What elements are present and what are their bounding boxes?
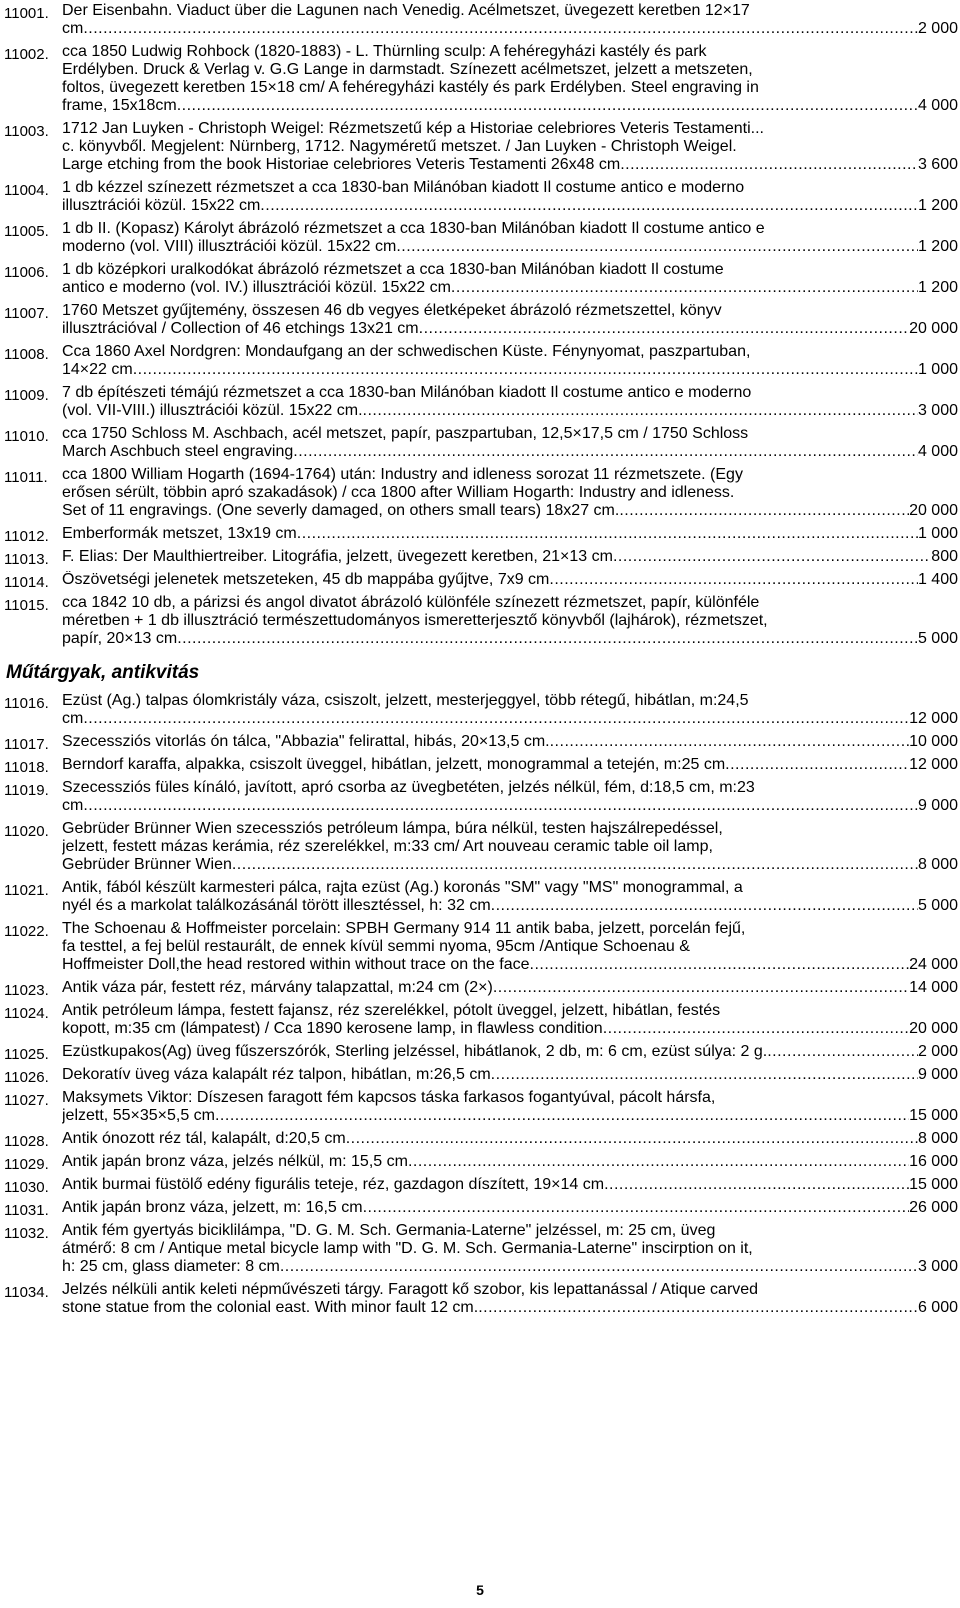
lot-description (62, 594, 958, 648)
dot-leader (408, 1153, 909, 1171)
description-line: illusztrációi közül. 15x22 cm (62, 197, 261, 214)
description-line: Ezüstkupakos(Ag) üveg fűszerszórók, Sterling jelzéssel, hibátlanok, 2 db, m: 6 cm, ezüst súlya: 2 g. (62, 1043, 768, 1060)
lot-price: 6 000 (917, 1299, 958, 1316)
lot-price: 8 000 (917, 856, 958, 873)
lot-entry (0, 120, 960, 174)
lot-price: 15 000 (909, 1176, 958, 1193)
dot-leader (767, 1043, 918, 1061)
description-line-with-price (62, 1107, 958, 1125)
description-line-with-price (62, 502, 958, 520)
lot-number: 11008. (4, 346, 49, 363)
lot-price: 800 (931, 548, 958, 565)
lot-price: 1 200 (917, 197, 958, 214)
description-line: The Schoenau & Hoffmeister porcelain: SPBH Germany 914 11 antik baba, jelzett, porcelán fejű, (62, 920, 746, 937)
lot-number: 11002. (4, 46, 49, 63)
dot-leader (478, 1299, 918, 1317)
lot-price: 1 000 (917, 361, 958, 378)
lot-description (62, 220, 958, 256)
lot-entry (0, 920, 960, 974)
lot-entry (0, 733, 960, 751)
description-line: Antik japán bronz váza, jelzett, m: 16,5 cm (62, 1199, 363, 1216)
lot-entry (0, 571, 960, 589)
dot-leader (346, 1130, 918, 1148)
description-line: Set of 11 engravings. (One severly damaged, on others small tears) 18x27 cm. (62, 502, 620, 519)
description-line: cca 1750 Schloss M. Aschbach, acél metszet, papír, paszpartuban, 12,5×17,5 cm / 1750 Schloss (62, 425, 749, 442)
lot-entry (0, 220, 960, 256)
description-line-with-price (62, 97, 958, 115)
lot-price: 12 000 (909, 710, 958, 727)
dot-leader (280, 1258, 918, 1276)
description-line-with-price (62, 1258, 958, 1276)
lot-price: 14 000 (909, 979, 958, 996)
lot-entry (0, 979, 960, 997)
description-line: h: 25 cm, glass diameter: 8 cm (62, 1258, 280, 1275)
lot-entry (0, 1043, 960, 1061)
lot-number: 11018. (4, 759, 49, 776)
lot-description (62, 1281, 958, 1317)
lot-number: 11025. (4, 1046, 49, 1063)
lot-entry (0, 2, 960, 38)
description-line: Dekoratív üveg váza kalapált réz talpon, hibátlan, m:26,5 cm (62, 1066, 491, 1083)
lot-number: 11004. (4, 182, 49, 199)
lot-entry (0, 261, 960, 297)
lot-price: 1 000 (917, 525, 958, 542)
lot-number: 11029. (4, 1156, 49, 1173)
lot-description (62, 1153, 958, 1171)
lot-description (62, 920, 958, 974)
lot-number: 11027. (4, 1092, 49, 1109)
description-line-with-price (62, 756, 958, 774)
lot-entry (0, 1281, 960, 1317)
lot-description (62, 692, 958, 728)
dot-leader (549, 571, 918, 589)
lot-price: 9 000 (917, 797, 958, 814)
description-line: jelzett, festett mázas kerámia, réz szerelékkel, m:33 cm/ Art nouveau ceramic table oil lamp, (62, 838, 713, 855)
lot-entry (0, 43, 960, 115)
lot-number: 11013. (4, 551, 49, 568)
lot-entry (0, 756, 960, 774)
description-line: March Aschbuch steel engraving (62, 443, 294, 460)
lot-price: 9 000 (917, 1066, 958, 1083)
description-line: fa testtel, a fej belül restaurált, de ennek kívül semmi nyoma, 95cm /Antique Schoenau & (62, 938, 690, 955)
description-line-with-price (62, 1153, 958, 1171)
dot-leader (260, 197, 918, 215)
lot-price: 12 000 (909, 756, 958, 773)
lot-entry (0, 1002, 960, 1038)
lot-description (62, 525, 958, 543)
description-line: Antik fém gyertyás biciklilámpa, "D. G. M. Sch. Germania-Laterne" jelzéssel, m: 25 cm, üveg (62, 1222, 716, 1239)
lot-entry (0, 1089, 960, 1125)
description-line-with-price (62, 1130, 958, 1148)
description-line: Large etching from the book Historiae celebriores Veteris Testamenti 26x48 cm (62, 156, 621, 173)
dot-leader (613, 548, 931, 566)
lot-number: 11022. (4, 923, 49, 940)
dot-leader (493, 979, 909, 997)
description-line: 1712 Jan Luyken - Christoph Weigel: Rézmetszetű kép a Historiae celebriores Veteris Testamenti... (62, 120, 764, 137)
lot-number: 11032. (4, 1225, 49, 1242)
lot-number: 11007. (4, 305, 49, 322)
lot-price: 20 000 (909, 1020, 958, 1037)
description-line-with-price (62, 1199, 958, 1217)
lot-number: 11009. (4, 387, 49, 404)
description-line: jelzett, 55×35×5,5 cm (62, 1107, 215, 1124)
dot-leader (530, 956, 910, 974)
lot-number: 11015. (4, 597, 49, 614)
page-number: 5 (476, 1582, 484, 1598)
description-line: Szecessziós vitorlás ón tálca, "Abbazia" felirattal, hibás, 20×13,5 cm. (62, 733, 550, 750)
lot-entry (0, 525, 960, 543)
description-line: Antik, fából készült karmesteri pálca, rajta ezüst (Ag.) koronás "SM" vagy "MS" monogrammal, a (62, 879, 743, 896)
lot-description (62, 548, 958, 566)
description-line: Ezüst (Ag.) talpas ólomkristály váza, csiszolt, jelzett, mesterjeggyel, több rétegű, hibátlan, m:24,5 (62, 692, 749, 709)
description-line: moderno (vol. VIII) illusztrációi közül. 15x22 cm (62, 238, 397, 255)
description-line-with-price (62, 279, 958, 297)
lot-number: 11021. (4, 882, 49, 899)
dot-leader (215, 1107, 909, 1125)
lot-entry (0, 692, 960, 728)
description-line: Őszövetségi jelenetek metszeteken, 45 db mappába gyűjtve, 7x9 cm (62, 571, 550, 588)
description-line: Erdélyben. Druck & Verlag v. G.G Lange in darmstadt. Színezett acélmetszet, jelzett a metszeten, (62, 61, 753, 78)
dot-leader (550, 733, 909, 751)
dot-leader (603, 1020, 909, 1038)
dot-leader (177, 630, 918, 648)
lot-description (62, 1089, 958, 1125)
lot-price: 5 000 (917, 630, 958, 647)
description-line-with-price (62, 979, 958, 997)
lot-number: 11023. (4, 982, 49, 999)
lot-entry (0, 179, 960, 215)
description-line: Antik petróleum lámpa, festett fajansz, réz szerelékkel, pótolt üveggel, jelzett, hibátlan, festés (62, 1002, 721, 1019)
lot-price: 20 000 (909, 502, 958, 519)
lot-number: 11001. (4, 5, 49, 22)
description-line-with-price (62, 797, 958, 815)
lot-price: 3 000 (917, 402, 958, 419)
lot-number: 11024. (4, 1005, 49, 1022)
dot-leader (725, 756, 909, 774)
dot-leader (620, 156, 918, 174)
lot-price: 3 000 (917, 1258, 958, 1275)
lot-number: 11034. (4, 1284, 49, 1301)
description-line-with-price (62, 548, 958, 566)
lot-description (62, 1002, 958, 1038)
lot-description (62, 779, 958, 815)
lot-number: 11019. (4, 782, 49, 799)
description-line-with-price (62, 897, 958, 915)
description-line: 7 db építészeti témájú rézmetszet a cca 1830-ban Milánóban kiadott Il costume antico e moderno (62, 384, 752, 401)
description-line: erősen sérült, többin apró szakadások) / cca 1800 after William Hogarth: Industry and idleness. (62, 484, 735, 501)
description-line: Antik ónozott réz tál, kalapált, d:20,5 cm (62, 1130, 346, 1147)
lot-number: 11006. (4, 264, 49, 281)
dot-leader (419, 320, 909, 338)
description-line: (vol. VII-VIII.) illusztrációi közül. 15x22 cm. (62, 402, 363, 419)
lot-price: 1 200 (917, 279, 958, 296)
description-line-with-price (62, 197, 958, 215)
lot-entry (0, 1153, 960, 1171)
description-line: Szecessziós füles kínáló, javított, apró csorba az üvegbetéten, jelzés nélkül, fém, d:18,5 cm, m:23 (62, 779, 755, 796)
description-line: Berndorf karaffa, alpakka, csiszolt üveggel, hibátlan, jelzett, monogrammal a tetején, m:25 cm (62, 756, 726, 773)
lot-description (62, 466, 958, 520)
lot-number: 11017. (4, 736, 49, 753)
lot-number: 11020. (4, 823, 49, 840)
description-line: cm (62, 797, 84, 814)
lot-description (62, 179, 958, 215)
description-line: Gebrüder Brünner Wien szecessziós petróleum lámpa, búra nélkül, testen hajszálrepedéssel, (62, 820, 723, 837)
description-line-with-price (62, 443, 958, 461)
description-line: Maksymets Viktor: Díszesen faragott fém kapcsos táska farkasos fogantyúval, pácolt hársfa, (62, 1089, 716, 1106)
lot-entry (0, 384, 960, 420)
description-line: F. Elias: Der Maulthiertreiber. Litográfia, jelzett, üvegezett keretben, 21×13 cm (62, 548, 613, 565)
lot-price: 1 200 (917, 238, 958, 255)
lot-description (62, 120, 958, 174)
lot-description (62, 571, 958, 589)
description-line-with-price (62, 20, 958, 38)
description-line: 1 db II. (Kopasz) Károlyt ábrázoló rézmetszet a cca 1830-ban Milánóban kiadott Il costume antico e (62, 220, 765, 237)
lot-price: 16 000 (909, 1153, 958, 1170)
dot-leader (177, 97, 918, 115)
lot-entry (0, 1199, 960, 1217)
lot-description (62, 384, 958, 420)
description-line-with-price (62, 402, 958, 420)
description-line: átmérő: 8 cm / Antique metal bicycle lamp with "D. G. M. Sch. Germania-Laterne" inscirption on it, (62, 1240, 753, 1257)
lot-entry (0, 302, 960, 338)
description-line: cca 1842 10 db, a párizsi és angol divatot ábrázoló különféle színezett rézmetszet, papír, különféle (62, 594, 760, 611)
section-heading: Műtárgyak, antikvitás (6, 662, 200, 683)
lot-description (62, 43, 958, 115)
lot-entry (0, 1066, 960, 1084)
description-line: Cca 1860 Axel Nordgren: Mondaufgang an der schwedischen Küste. Fénynyomat, paszpartuban, (62, 343, 751, 360)
dot-leader (83, 20, 918, 38)
description-line: cca 1850 Ludwig Rohbock (1820-1883) - L. Thürnling sculp: A fehéregyházi kastély és park (62, 43, 707, 60)
lot-entry (0, 1222, 960, 1276)
description-line: kopott, m:35 cm (lámpatest) / Cca 1890 kerosene lamp, in flawless condition (62, 1020, 603, 1037)
lot-entry (0, 1130, 960, 1148)
description-line-with-price (62, 1176, 958, 1194)
lot-description (62, 733, 958, 751)
description-line: cca 1800 William Hogarth (1694-1764) után: Industry and idleness sorozat 11 rézmetszete. (Egy (62, 466, 743, 483)
lot-entry (0, 879, 960, 915)
lot-description (62, 1066, 958, 1084)
description-line: foltos, üvegezett keretben 15×18 cm/ A fehéregyházi kastély és park Erdélyben. Steel engraving in (62, 79, 759, 96)
description-line: Jelzés nélküli antik keleti népművészeti tárgy. Faragott kő szobor, kis lepattanással / Atique carved (62, 1281, 759, 1298)
lot-entry (0, 594, 960, 648)
lot-number: 11031. (4, 1202, 49, 1219)
lot-entry (0, 548, 960, 566)
lot-description (62, 756, 958, 774)
description-line-with-price (62, 156, 958, 174)
lot-entry (0, 466, 960, 520)
description-line: Hoffmeister Doll,the head restored within without trace on the face (62, 956, 530, 973)
lot-price: 24 000 (909, 956, 958, 973)
description-line-with-price (62, 238, 958, 256)
lot-description (62, 1199, 958, 1217)
lot-price: 20 000 (909, 320, 958, 337)
dot-leader (293, 443, 918, 461)
description-line: méretben + 1 db illusztráció természettudományos ismeretterjesztő könyvből (lajhárok), rézmetszet, (62, 612, 768, 629)
lot-number: 11030. (4, 1179, 49, 1196)
lot-price: 4 000 (917, 443, 958, 460)
dot-leader (297, 525, 918, 543)
dot-leader (619, 502, 909, 520)
lot-entry (0, 779, 960, 815)
lot-description (62, 302, 958, 338)
lot-price: 5 000 (917, 897, 958, 914)
lot-number: 11016. (4, 695, 49, 712)
lot-description (62, 979, 958, 997)
lot-entry (0, 343, 960, 379)
lot-description (62, 1043, 958, 1061)
lot-number: 11011. (4, 469, 48, 486)
description-line-with-price (62, 361, 958, 379)
dot-leader (83, 710, 909, 728)
description-line: cm (62, 710, 84, 727)
description-line: frame, 15x18cm (62, 97, 177, 114)
dot-leader (133, 361, 918, 379)
lot-entry (0, 1176, 960, 1194)
description-line-with-price (62, 1020, 958, 1038)
lot-description (62, 343, 958, 379)
dot-leader (363, 1199, 909, 1217)
description-line: Emberformák metszet, 13x19 cm (62, 525, 297, 542)
lot-price: 2 000 (917, 20, 958, 37)
description-line: Antik japán bronz váza, jelzés nélkül, m: 15,5 cm (62, 1153, 408, 1170)
description-line-with-price (62, 320, 958, 338)
lot-description (62, 425, 958, 461)
lot-entry (0, 820, 960, 874)
lot-number: 11012. (4, 528, 49, 545)
lot-price: 10 000 (909, 733, 958, 750)
lot-price: 8 000 (917, 1130, 958, 1147)
lot-description (62, 1222, 958, 1276)
description-line-with-price (62, 733, 958, 751)
description-line: c. könyvből. Megjelent: Nürnberg, 1712. Nagyméretű metszet. / Jan Luyken - Christoph Weigel. (62, 138, 737, 155)
dot-leader (396, 238, 918, 256)
description-line: papír, 20×13 cm (62, 630, 178, 647)
description-line: nyél és a markolat találkozásánál törött illesztéssel, h: 32 cm (62, 897, 491, 914)
dot-leader (363, 402, 918, 420)
lot-number: 11003. (4, 123, 49, 140)
description-line: Antik váza pár, festett réz, márvány talapzattal, m:24 cm (2×) (62, 979, 493, 996)
lot-number: 11005. (4, 223, 49, 240)
lot-price: 3 600 (917, 156, 958, 173)
description-line: 1 db kézzel színezett rézmetszet a cca 1830-ban Milánóban kiadott Il costume antico e moderno (62, 179, 745, 196)
lot-price: 26 000 (909, 1199, 958, 1216)
dot-leader (451, 279, 918, 297)
lot-entry (0, 425, 960, 461)
lot-description (62, 2, 958, 38)
lot-price: 1 400 (917, 571, 958, 588)
dot-leader (83, 797, 918, 815)
lot-number: 11028. (4, 1133, 49, 1150)
description-line-with-price (62, 1043, 958, 1061)
description-line-with-price (62, 630, 958, 648)
lot-description (62, 820, 958, 874)
description-line: cm (62, 20, 84, 37)
lot-price: 2 000 (917, 1043, 958, 1060)
dot-leader (491, 897, 918, 915)
description-line-with-price (62, 1066, 958, 1084)
description-line: Der Eisenbahn. Viaduct über die Lagunen nach Venedig. Acélmetszet, üvegezett keretben 12×17 (62, 2, 750, 19)
lot-price: 15 000 (909, 1107, 958, 1124)
lot-description (62, 1176, 958, 1194)
description-line-with-price (62, 710, 958, 728)
description-line-with-price (62, 1299, 958, 1317)
lot-price: 4 000 (917, 97, 958, 114)
description-line: 1 db középkori uralkodókat ábrázoló rézmetszet a cca 1830-ban Milánóban kiadott Il costume (62, 261, 724, 278)
description-line: Gebrüder Brünner Wien (62, 856, 232, 873)
lot-description (62, 879, 958, 915)
description-line: illusztrációval / Collection of 46 etchings 13x21 cm (62, 320, 419, 337)
description-line: 1760 Metszet gyűjtemény, összesen 46 db vegyes életképeket ábrázoló rézmetszettel, könyv (62, 302, 722, 319)
description-line-with-price (62, 856, 958, 874)
description-line: 14×22 cm (62, 361, 133, 378)
lot-number: 11014. (4, 574, 49, 591)
lot-number: 11026. (4, 1069, 49, 1086)
description-line-with-price (62, 956, 958, 974)
lot-number: 11010. (4, 428, 49, 445)
dot-leader (232, 856, 918, 874)
description-line-with-price (62, 571, 958, 589)
description-line: stone statue from the colonial east. With minor fault 12 cm. (62, 1299, 479, 1316)
description-line: Antik burmai füstölő edény figurális teteje, réz, gazdagon díszített, 19×14 cm (62, 1176, 605, 1193)
dot-leader (491, 1066, 918, 1084)
description-line-with-price (62, 525, 958, 543)
description-line: antico e moderno (vol. IV.) illusztrációi közül. 15x22 cm (62, 279, 451, 296)
dot-leader (604, 1176, 909, 1194)
lot-description (62, 1130, 958, 1148)
lot-description (62, 261, 958, 297)
